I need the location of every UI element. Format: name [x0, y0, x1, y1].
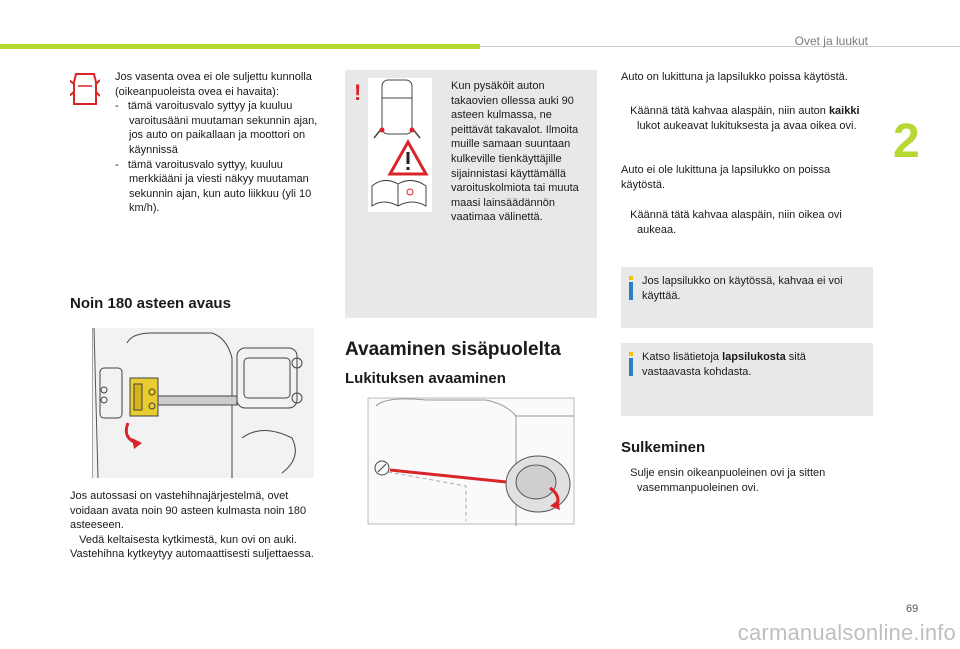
door-warning-intro: Jos vasenta ovea ei ole suljettu kunnolla (oikeanpuoleista ovea ei havaita):	[115, 71, 312, 98]
interior-handle-illustration	[366, 396, 576, 526]
door-open-warning-icon	[70, 70, 100, 110]
strap-end-paragraph: Vastehihna kytkeytyy automaattisesti suljettaessa.	[70, 548, 314, 561]
heading-180-opening: Noin 180 asteen avaus	[70, 295, 231, 312]
dash-glyph: -	[115, 158, 119, 171]
info-reference-text	[642, 350, 864, 379]
header-accent-bar	[0, 44, 480, 49]
info-reference-bold: lapsilukosta	[722, 351, 786, 363]
not-locked-text: Auto ei ole lukittuna ja lapsilukko on poissa käytöstä.	[621, 164, 831, 191]
unlock-bullet-bold: kaikki	[828, 105, 860, 117]
info-child-lock-text: Jos lapsilukko on käytössä, kahvaa ei voi käyttää.	[642, 275, 843, 302]
strap-bullet-text: Vedä keltaisesta kytkimestä, kun ovi on auki.	[79, 533, 297, 546]
chapter-number: 2	[893, 115, 920, 168]
strap-text	[70, 489, 325, 562]
parked-van-warning-illustration	[368, 78, 432, 212]
info-reference-post: sitä vastaavasta kohdasta.	[642, 351, 806, 378]
door-warning-item	[115, 99, 325, 157]
unlock-bullet-text-post: lukot aukeavat lukituksesta ja avaa oikea ovi.	[637, 119, 857, 132]
heading-closing: Sulkeminen	[621, 439, 706, 456]
door-check-strap-illustration	[92, 328, 314, 478]
closing-bullet	[621, 466, 882, 495]
closing-bullet-text: Sulje ensin oikeanpuoleinen ovi ja sitten vasemmanpuoleinen ovi.	[630, 467, 826, 494]
section-title: Ovet ja luukut	[794, 34, 868, 48]
open-right-door-bullet	[621, 208, 882, 237]
header-rule	[480, 46, 960, 47]
door-warning-item-text: tämä varoitusvalo syttyy ja kuuluu varoitusääni muutaman sekunnin ajan, jos auto on paikallaan ja moottori on käynnissä	[127, 100, 318, 156]
strap-paragraph: Jos autossasi on vastehihnajärjestelmä, ovet voidaan avata noin 90 asteen kulmasta noin 180 asteeseen.	[70, 490, 307, 532]
warning-box-text: Kun pysäköit auton takaovien ollessa auki 90 asteen kulmassa, ne peittävät takavalot. Ilmoita muille samaan suuntaan kulkeville tienkäyttäjille sijainnistasi käyttämällä varoituskolmiota tai muuta maasi lainsäädännön vaatimaa välinettä.	[451, 80, 579, 224]
info-reference-pre: Katso lisätietoja	[642, 351, 723, 363]
heading-unlock: Lukituksen avaaminen	[345, 370, 506, 387]
open-right-door-text: Käännä tätä kahvaa alaspäin, niin oikea ovi aukeaa.	[630, 209, 842, 236]
door-warning-item	[115, 158, 325, 216]
strap-bullet	[70, 533, 325, 548]
heading-open-inside: Avaaminen sisäpuolelta	[345, 339, 561, 360]
info-icon	[626, 276, 636, 300]
unlock-bullet	[621, 104, 882, 133]
info-icon	[626, 352, 636, 376]
door-warning-text	[115, 70, 325, 216]
unlocked-text: Auto on lukittuna ja lapsilukko poissa käytöstä.	[621, 71, 848, 83]
dash-glyph: -	[115, 100, 119, 113]
unlock-bullet-text-pre: Käännä tätä kahvaa alaspäin, niin auton	[630, 105, 829, 117]
watermark-logo: carmanualsonline.info	[737, 620, 956, 645]
page-number: 69	[906, 603, 919, 615]
warning-mark-icon: !	[354, 80, 362, 105]
door-warning-item-text: tämä varoitusvalo syttyy, kuuluu merkkiääni ja viesti näkyy muutaman sekunnin ajan, kun auto liikkuu (yli 10 km/h).	[127, 158, 312, 215]
